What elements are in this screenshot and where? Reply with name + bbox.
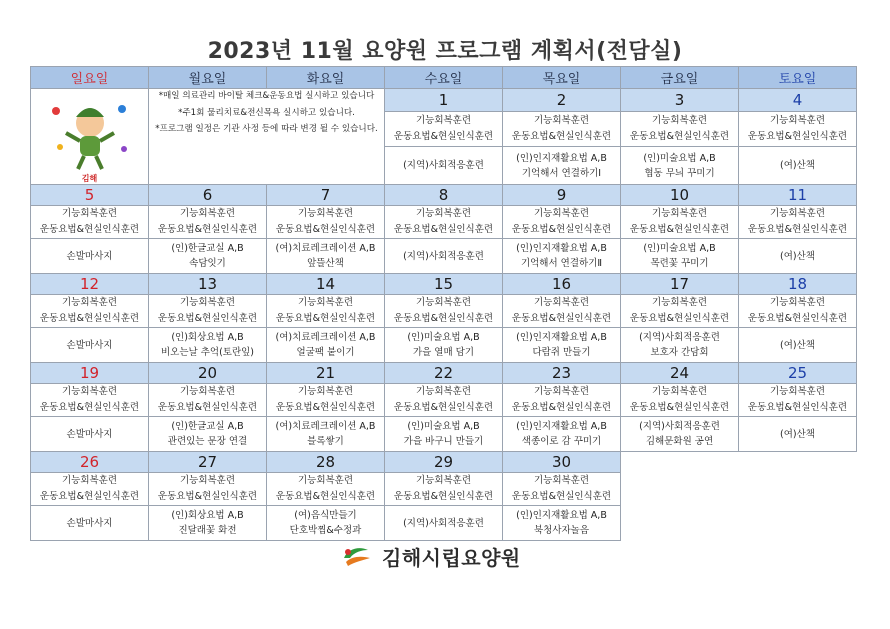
program-line: 기능회복훈련 [297, 475, 354, 486]
program-line: (인)한글교실 A,B [171, 421, 244, 432]
program-regular [149, 206, 267, 239]
program-regular [149, 295, 267, 328]
week-program-row [31, 295, 857, 328]
program-line: 기능회복훈련 [651, 386, 708, 397]
program-line: 운동요법&현실인식훈련 [39, 224, 140, 235]
program-special [267, 328, 385, 363]
date-number: 3 [621, 89, 739, 112]
program-line: (여)치료레크레이션 A,B [275, 421, 376, 432]
program-regular [503, 384, 621, 417]
program-line: 앞뜰산책 [307, 258, 344, 269]
program-line: 기억해서 연결하기Ⅱ [520, 258, 603, 269]
program-special [31, 417, 149, 452]
program-line: 운동요법&현실인식훈련 [157, 224, 258, 235]
date-number: 15 [385, 274, 503, 295]
date-number: 30 [503, 452, 621, 473]
program-special [385, 328, 503, 363]
program-line: 운동요법&현실인식훈련 [393, 491, 494, 502]
program-line: 기능회복훈련 [179, 475, 236, 486]
program-line: (인)미술요법 A,B [643, 243, 716, 254]
program-line: (인)미술요법 A,B [407, 332, 480, 343]
date-number: 13 [149, 274, 267, 295]
program-line: 기능회복훈련 [415, 114, 472, 126]
program-regular [385, 111, 503, 147]
program-regular [385, 295, 503, 328]
date-number: 7 [267, 185, 385, 206]
program-line: 기능회복훈련 [415, 297, 472, 308]
program-line: 기능회복훈련 [533, 208, 590, 219]
date-number: 28 [267, 452, 385, 473]
program-special [621, 417, 739, 452]
program-regular [267, 295, 385, 328]
program-regular [739, 206, 857, 239]
program-line: 기능회복훈련 [415, 475, 472, 486]
program-regular [385, 384, 503, 417]
program-special [621, 147, 739, 185]
program-line: 기능회복훈련 [769, 386, 826, 397]
program-line: (인)회상요법 A,B [171, 510, 244, 521]
program-line: 운동요법&현실인식훈련 [275, 313, 376, 324]
week-number-row [31, 452, 857, 473]
program-regular [31, 384, 149, 417]
program-line: 관련있는 문장 연결 [167, 436, 248, 447]
program-line: 비오는날 추억(토란잎) [160, 347, 255, 358]
date-number: 21 [267, 363, 385, 384]
program-line: 운동요법&현실인식훈련 [511, 130, 612, 142]
program-special [503, 147, 621, 185]
program-line: (지역)사회적응훈련 [403, 517, 484, 529]
program-line: (여)산책 [780, 250, 815, 262]
program-regular [621, 384, 739, 417]
program-line: 협동 무늬 꾸미기 [644, 167, 715, 179]
week-number-row [31, 185, 857, 206]
program-line: 가을 바구니 만들기 [403, 436, 484, 447]
date-number: 20 [149, 363, 267, 384]
day-header-thu: 목요일 [503, 67, 621, 89]
date-number: 4 [739, 89, 857, 112]
program-regular [621, 295, 739, 328]
program-line: 다람쥐 만들기 [532, 347, 591, 358]
program-line: 운동요법&현실인식훈련 [39, 491, 140, 502]
program-line: 운동요법&현실인식훈련 [747, 313, 848, 324]
program-line: 손발마사지 [66, 250, 113, 262]
program-line: 속담잇기 [189, 258, 226, 269]
week-number-row [31, 89, 857, 112]
program-special [503, 506, 621, 541]
program-regular [621, 111, 739, 147]
program-special [385, 147, 503, 185]
program-line: (지역)사회적응훈련 [639, 332, 720, 343]
program-line: 운동요법&현실인식훈련 [393, 313, 494, 324]
program-line: (여)치료레크레이션 A,B [275, 243, 376, 254]
date-number: 1 [385, 89, 503, 112]
program-line: 운동요법&현실인식훈련 [275, 402, 376, 413]
program-special [149, 417, 267, 452]
program-line: 운동요법&현실인식훈련 [511, 402, 612, 413]
program-line: 목련꽃 꾸미기 [650, 258, 709, 269]
date-number: 10 [621, 185, 739, 206]
calendar-table [30, 66, 857, 541]
program-regular [31, 473, 149, 506]
program-line: (지역)사회적응훈련 [639, 421, 720, 432]
day-header-wed: 수요일 [385, 67, 503, 89]
program-special [739, 147, 857, 185]
program-special [149, 506, 267, 541]
program-regular [739, 384, 857, 417]
day-header-tue: 화요일 [267, 67, 385, 89]
program-special [503, 417, 621, 452]
program-special [385, 239, 503, 274]
program-special [385, 506, 503, 541]
program-line: (여)음식만들기 [294, 510, 357, 521]
week-program-row [31, 417, 857, 452]
program-line: 운동요법&현실인식훈련 [511, 491, 612, 502]
page-title: 2023년 11월 요양원 프로그램 계획서(전담실) [207, 39, 683, 64]
program-line: (인)미술요법 A,B [643, 152, 716, 164]
program-line: 운동요법&현실인식훈련 [747, 402, 848, 413]
program-line: 기능회복훈련 [61, 386, 118, 397]
program-regular [385, 473, 503, 506]
program-line: 운동요법&현실인식훈련 [39, 313, 140, 324]
program-line: 운동요법&현실인식훈련 [629, 313, 730, 324]
program-special [267, 506, 385, 541]
program-line: 기능회복훈련 [297, 208, 354, 219]
program-line: 기능회복훈련 [533, 475, 590, 486]
program-line: (인)인지재활요법 A,B [516, 243, 607, 254]
program-line: (인)인지재활요법 A,B [516, 510, 607, 521]
week-program-row [31, 239, 857, 274]
program-line: 손발마사지 [66, 517, 113, 529]
week-number-row [31, 274, 857, 295]
program-regular [503, 206, 621, 239]
program-regular [31, 295, 149, 328]
program-line: (인)회상요법 A,B [171, 332, 244, 343]
program-line: 기능회복훈련 [415, 208, 472, 219]
program-regular [385, 206, 503, 239]
program-line: 기능회복훈련 [297, 386, 354, 397]
program-special [149, 239, 267, 274]
date-number: 26 [31, 452, 149, 473]
program-regular [503, 473, 621, 506]
program-special [385, 417, 503, 452]
program-line: 운동요법&현실인식훈련 [393, 130, 494, 142]
date-number: 23 [503, 363, 621, 384]
program-line: 운동요법&현실인식훈련 [157, 313, 258, 324]
program-line: 기능회복훈련 [533, 297, 590, 308]
program-line: 기능회복훈련 [179, 297, 236, 308]
program-line: 운동요법&현실인식훈련 [629, 130, 730, 142]
program-line: 운동요법&현실인식훈련 [275, 224, 376, 235]
program-regular [739, 111, 857, 147]
org-name: 김해시립요양원 [382, 545, 521, 570]
day-header-sun: 일요일 [31, 67, 149, 89]
program-line: 기능회복훈련 [769, 297, 826, 308]
program-special [739, 417, 857, 452]
program-line: 기능회복훈련 [179, 208, 236, 219]
program-line: (인)인지재활요법 A,B [516, 421, 607, 432]
footer [340, 543, 521, 569]
notes-cell [149, 89, 385, 185]
program-special [31, 239, 149, 274]
week-program-row [31, 384, 857, 417]
program-line: 블록쌓기 [307, 436, 344, 447]
program-line: 진달래꽃 화전 [178, 525, 237, 536]
program-line: 운동요법&현실인식훈련 [629, 224, 730, 235]
program-line: (인)한글교실 A,B [171, 243, 244, 254]
program-line: 운동요법&현실인식훈련 [393, 402, 494, 413]
mascot-icon [42, 89, 138, 173]
program-line: (지역)사회적응훈련 [403, 160, 484, 172]
date-number: 5 [31, 185, 149, 206]
program-line: (인)인지재활요법 A,B [516, 332, 607, 343]
program-line: 김해문화원 공연 [645, 436, 714, 447]
program-line: 운동요법&현실인식훈련 [511, 313, 612, 324]
mascot-cell [31, 89, 149, 185]
program-special [31, 328, 149, 363]
program-line: 운동요법&현실인식훈련 [629, 402, 730, 413]
date-number: 22 [385, 363, 503, 384]
day-header-sat: 토요일 [739, 67, 857, 89]
week-program-row [31, 328, 857, 363]
org-logo-icon [340, 544, 374, 568]
program-line: 기능회복훈련 [61, 208, 118, 219]
program-line: 운동요법&현실인식훈련 [39, 402, 140, 413]
program-line: 기능회복훈련 [61, 297, 118, 308]
program-regular [31, 206, 149, 239]
day-header-mon: 월요일 [149, 67, 267, 89]
day-header-row [31, 67, 857, 89]
week-program-row [31, 206, 857, 239]
program-line: 기능회복훈련 [533, 386, 590, 397]
program-regular [149, 473, 267, 506]
program-regular [739, 295, 857, 328]
program-line: 색종이로 감 꾸미기 [521, 436, 602, 447]
program-regular [267, 206, 385, 239]
program-line: 기능회복훈련 [651, 114, 708, 126]
date-number: 18 [739, 274, 857, 295]
program-line: (여)산책 [780, 160, 815, 172]
program-regular [149, 384, 267, 417]
date-number: 11 [739, 185, 857, 206]
program-line: (인)미술요법 A,B [407, 421, 480, 432]
program-line: 기능회복훈련 [533, 114, 590, 126]
program-line: 보호자 간담회 [650, 347, 709, 358]
date-number: 19 [31, 363, 149, 384]
program-special [267, 239, 385, 274]
program-line: 얼굴팩 붙이기 [296, 347, 355, 358]
program-special [739, 239, 857, 274]
program-regular [503, 295, 621, 328]
program-regular [621, 206, 739, 239]
program-line: 기억해서 연결하기Ⅰ [521, 167, 602, 179]
program-line: 가을 열매 담기 [412, 347, 475, 358]
program-special [621, 328, 739, 363]
empty-cell [621, 452, 857, 541]
program-line: 운동요법&현실인식훈련 [275, 491, 376, 502]
date-number: 12 [31, 274, 149, 295]
program-special [503, 239, 621, 274]
mascot-logo-text: 김해 [81, 174, 98, 183]
date-number: 24 [621, 363, 739, 384]
date-number: 9 [503, 185, 621, 206]
program-special [739, 328, 857, 363]
program-line: 단호박찜&수정과 [289, 525, 362, 536]
program-special [31, 506, 149, 541]
program-line: 기능회복훈련 [297, 297, 354, 308]
program-line: 기능회복훈련 [769, 114, 826, 126]
program-line: (여)산책 [780, 428, 815, 440]
date-number: 17 [621, 274, 739, 295]
date-number: 27 [149, 452, 267, 473]
program-special [503, 328, 621, 363]
program-special [149, 328, 267, 363]
date-number: 29 [385, 452, 503, 473]
note-text: *프로그램 일정은 기관 사정 등에 따라 변경 될 수 있습니다. [155, 124, 378, 134]
program-line: 운동요법&현실인식훈련 [511, 224, 612, 235]
program-line: 기능회복훈련 [651, 297, 708, 308]
program-regular [267, 384, 385, 417]
date-number: 25 [739, 363, 857, 384]
program-line: (인)인지재활요법 A,B [516, 152, 607, 164]
week-number-row [31, 363, 857, 384]
program-line: (여)치료레크레이션 A,B [275, 332, 376, 343]
date-number: 8 [385, 185, 503, 206]
program-line: 기능회복훈련 [61, 475, 118, 486]
day-header-fri: 금요일 [621, 67, 739, 89]
date-number: 2 [503, 89, 621, 112]
program-special [621, 239, 739, 274]
program-line: 운동요법&현실인식훈련 [747, 130, 848, 142]
program-line: (여)산책 [780, 339, 815, 351]
program-line: 운동요법&현실인식훈련 [747, 224, 848, 235]
program-line: 기능회복훈련 [179, 386, 236, 397]
program-regular [267, 473, 385, 506]
program-line: 운동요법&현실인식훈련 [393, 224, 494, 235]
program-line: 기능회복훈련 [769, 208, 826, 219]
program-regular [503, 111, 621, 147]
date-number: 16 [503, 274, 621, 295]
program-line: 손발마사지 [66, 339, 113, 351]
program-line: 손발마사지 [66, 428, 113, 440]
program-line: 북청사자놀음 [533, 525, 590, 536]
program-line: 기능회복훈련 [415, 386, 472, 397]
program-line: 기능회복훈련 [651, 208, 708, 219]
date-number: 14 [267, 274, 385, 295]
date-number: 6 [149, 185, 267, 206]
note-text: *주1회 물리치료&전신목욕 실시하고 있습니다. [178, 107, 355, 118]
program-line: 운동요법&현실인식훈련 [157, 402, 258, 413]
program-special [267, 417, 385, 452]
program-line: (지역)사회적응훈련 [403, 250, 484, 262]
note-text: *매일 의료관리 바이탈 체크&운동요법 실시하고 있습니다 [158, 91, 375, 101]
program-line: 운동요법&현실인식훈련 [157, 491, 258, 502]
